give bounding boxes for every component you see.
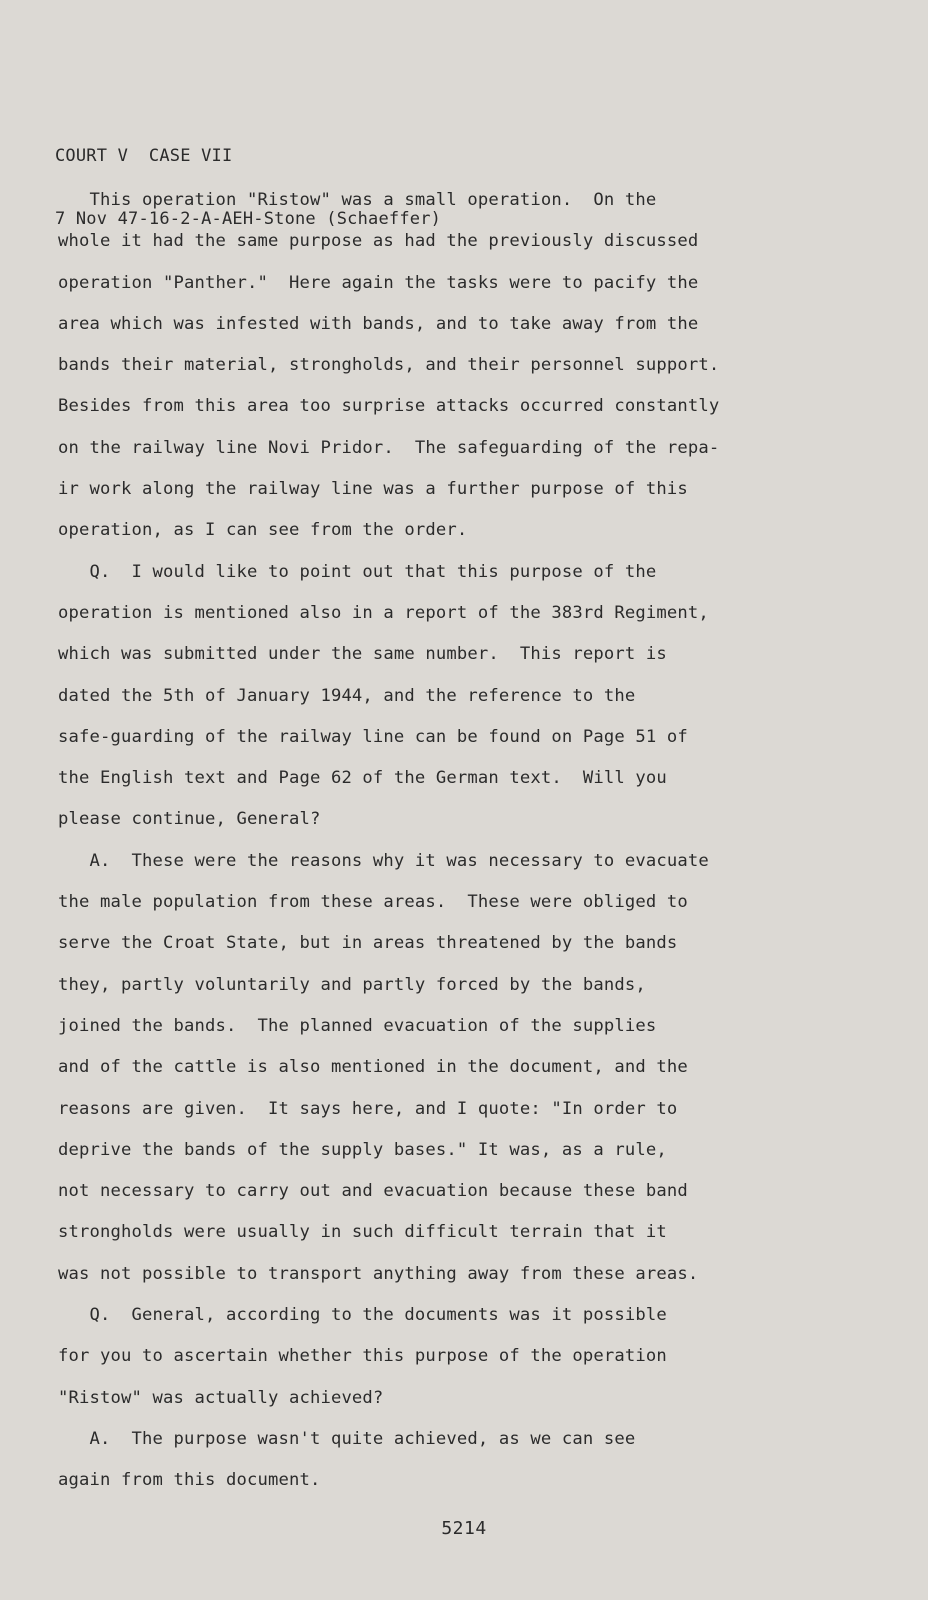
text-line: operation "Panther." Here again the tasks were to pacify the bbox=[58, 272, 699, 293]
text-line: dated the 5th of January 1944, and the reference to the bbox=[58, 685, 636, 706]
text-line: deprive the bands of the supply bases." It was, as a rule, bbox=[58, 1139, 667, 1160]
text-line: Q. General, according to the documents was it possible bbox=[58, 1305, 667, 1326]
text-line: A. These were the reasons why it was necessary to evacuate bbox=[58, 850, 709, 871]
text-line: A. The purpose wasn't quite achieved, as we can see bbox=[58, 1428, 636, 1449]
text-line: Besides from this area too surprise attacks occurred constantly bbox=[58, 396, 720, 417]
text-line: please continue, General? bbox=[58, 809, 321, 830]
transcript-body bbox=[58, 180, 858, 1502]
text-line: on the railway line Novi Pridor. The safeguarding of the repa- bbox=[58, 437, 720, 458]
text-line: This operation "Ristow" was a small operation. On the bbox=[58, 190, 657, 210]
text-line: Q. I would like to point out that this purpose of the bbox=[58, 561, 657, 582]
page-number: 5214 bbox=[441, 1518, 487, 1539]
text-line: ir work along the railway line was a further purpose of this bbox=[58, 479, 688, 500]
header-session-info: 7 Nov 47-16-2-A-AEH-Stone (Schaeffer) bbox=[55, 209, 442, 229]
text-line: strongholds were usually in such difficult terrain that it bbox=[58, 1222, 667, 1243]
text-line: the English text and Page 62 of the German text. Will you bbox=[58, 768, 667, 789]
text-line: joined the bands. The planned evacuation of the supplies bbox=[58, 1015, 657, 1036]
text-line: serve the Croat State, but in areas threatened by the bands bbox=[58, 933, 678, 954]
text-line: for you to ascertain whether this purpose of the operation bbox=[58, 1346, 667, 1367]
text-line: again from this document. bbox=[58, 1470, 321, 1491]
text-line: the male population from these areas. These were obliged to bbox=[58, 892, 688, 913]
text-line: bands their material, strongholds, and their personnel support. bbox=[58, 355, 720, 376]
text-line: "Ristow" was actually achieved? bbox=[58, 1387, 384, 1408]
text-line: and of the cattle is also mentioned in the document, and the bbox=[58, 1057, 688, 1078]
text-line: reasons are given. It says here, and I quote: "In order to bbox=[58, 1098, 678, 1119]
text-line: operation is mentioned also in a report of the 383rd Regiment, bbox=[58, 602, 709, 623]
text-line: which was submitted under the same number. This report is bbox=[58, 644, 667, 665]
text-line: safe-guarding of the railway line can be found on Page 51 of bbox=[58, 726, 688, 747]
text-line: not necessary to carry out and evacuation because these band bbox=[58, 1181, 688, 1202]
text-line: area which was infested with bands, and to take away from the bbox=[58, 313, 699, 334]
text-line: they, partly voluntarily and partly forced by the bands, bbox=[58, 974, 646, 995]
text-line: whole it had the same purpose as had the previously discussed bbox=[58, 231, 699, 252]
text-line: operation, as I can see from the order. bbox=[58, 520, 468, 541]
text-line: was not possible to transport anything away from these areas. bbox=[58, 1263, 699, 1284]
header-court-case: COURT V CASE VII bbox=[55, 146, 233, 166]
